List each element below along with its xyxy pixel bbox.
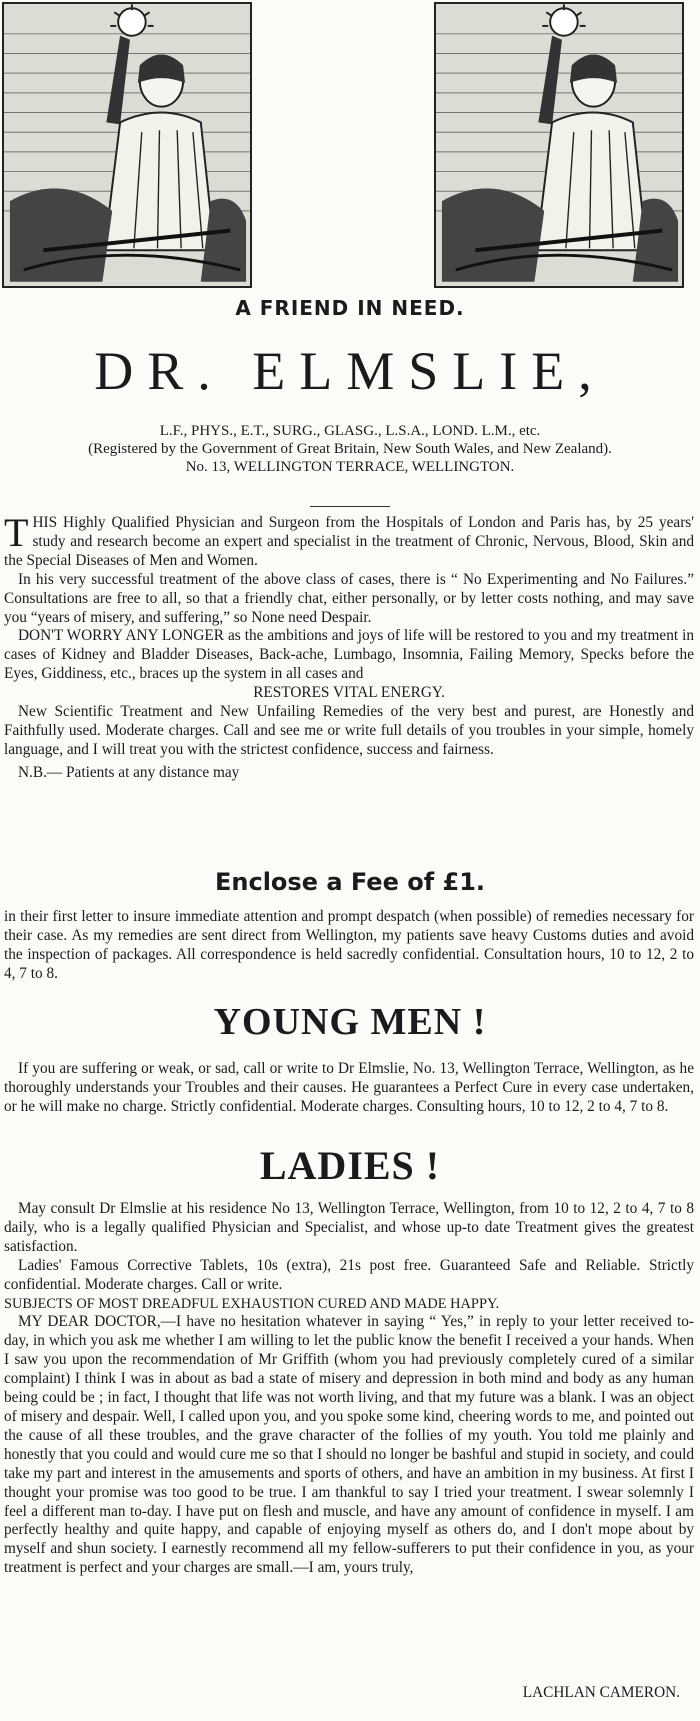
dropcap: T [4, 510, 29, 555]
divider [310, 506, 390, 507]
intro-paragraph: THIS Highly Qualified Physician and Surgeon from the Hospitals of London and Paris has, by 25 years' study and research become an expert and specialist in the treatment of Chronic, Nervous, Blood, Skin and the Special Diseases of Men and Women. [4, 510, 694, 569]
ladies-heading: LADIES ! [259, 1143, 441, 1188]
nb-note: N.B.— Patients at any distance may [18, 763, 240, 781]
restores-energy: RESTORES VITAL ENERGY. [253, 684, 445, 702]
ladies-section [4, 1200, 694, 1578]
fee-heading: Enclose a Fee of £1. [214, 868, 486, 896]
tablets-paragraph: Ladies' Famous Corrective Tablets, 10s (extra), 21s post free. Guaranteed Safe and Reliable. Strictly confidential. Moderate charges. Call or write. [4, 1256, 694, 1293]
young-men-heading: YOUNG MEN ! [213, 1001, 487, 1043]
torch-woman-icon [4, 4, 250, 286]
subjects-heading: SUBJECTS OF MOST DREADFUL EXHAUSTION CURED AND MADE HAPPY. [4, 1295, 500, 1312]
consultation-paragraph: In his very successful treatment of the above class of cases, there is “ No Experimenting and No Failures.” Consultations are free to all, so that a friendly chat, either personally, or by letter costs nothing, and may save you “years of misery, and suffering,” so None need Despair. [4, 570, 694, 626]
dont-worry-paragraph: DON'T WORRY ANY LONGER as the ambitions and joys of life will be restored to you and my treatment in cases of Kidney and Bladder Diseases, Back-ache, Lumbago, Insomnia, Failing Memory, Specks before the Eyes, Giddiness, etc., braces up the system in all cases and [4, 627, 694, 683]
headline: A FRIEND IN NEED. [235, 296, 465, 320]
torch-woman-icon [436, 4, 682, 286]
signature: LACHLAN CAMERON. [522, 1684, 680, 1701]
registration: (Registered by the Government of Great Britain, New South Wales, and New Zealand). [88, 441, 612, 457]
testimonial-letter: MY DEAR DOCTOR,—I have no hesitation whatever in saying “ Yes,” in reply to your letter received to-day, in which you ask me whether I am willing to let the public know the benefit I received a your hands. When I saw you upon the recommendation of Mr Griffith (whom you had previously completely cured of a similar complaint) I think I was in about as bad a state of misery and depression in both mind and body as any human being could be ; in fact, I thought that life was not worth living, and that my future was a blank. I was an object of misery and despair. Well, I called upon you, and you spoke some kind, cheering words to me, and pointed out the cause of all these troubles, and the grave character of the follies of my youth. You told me plainly and honestly that you could and would cure me so that I should no longer be bashful and stupid in society, and could take my part and interest in the amusements and sports of others, and have an ambition in my business. At first I thought your promise was too good to be true. I am thankful to say I tried your treatment. I swear solemnly I feel a different man to-day. I have put on flesh and muscle, and have any amount of confidence in myself. I am perfectly healthy and quite happy, and capable of enjoying myself as others do, and I don't mope about by myself and shun society. I earnestly recommend all my fellow-sufferers to put their confidence in you, as your treatment is perfect and your charges are small.—I am, yours truly, [4, 1313, 694, 1577]
doctor-name: DR. ELMSLIE, [94, 341, 606, 401]
address: No. 13, WELLINGTON TERRACE, WELLINGTON. [185, 459, 515, 475]
ladies-paragraph: May consult Dr Elmslie at his residence No 13, Wellington Terrace, Wellington, from 10 to 12, 2 to 4, 7 to 8 daily, who is a legally qualified Physician and Specialist, and whose up-to date Treatment gives the greatest satisfaction. [4, 1200, 694, 1255]
qualifications: L.F., PHYS., E.T., SURG., GLASG., L.S.A., LOND. L.M., etc. [159, 423, 541, 439]
woodcut-illustration-left [2, 2, 252, 288]
young-men-paragraph: If you are suffering or weak, or sad, call or write to Dr Elmslie, No. 13, Wellington Terrace, Wellington, as he thoroughly understands your Troubles and their causes. He guarantees a Perfect Cure in every case undertaken, or he will make no charge. Strictly confidential. Moderate charges. Consulting hours, 10 to 12, 2 to 4, 7 to 8. [4, 1060, 694, 1115]
woodcut-illustration-right [434, 2, 684, 288]
intro-section [4, 510, 694, 783]
fee-paragraph: in their first letter to insure immediate attention and prompt despatch (when possible) of remedies necessary for their case. As my remedies are sent direct from Wellington, my patients save heavy Customs duties and avoid the inspection of packages. All correspondence is held sacredly confidential. Consultation hours, 10 to 12, 2 to 4, 7 to 8. [4, 908, 694, 982]
credentials-block [20, 422, 680, 476]
treatment-paragraph: New Scientific Treatment and New Unfailing Remedies of the very best and purest, are Honestly and Faithfully used. Moderate charges. Call and see me or write full details of you troubles in your simple, homely language, and I will treat you with the strictest confidence, success and fairness. [4, 703, 694, 758]
